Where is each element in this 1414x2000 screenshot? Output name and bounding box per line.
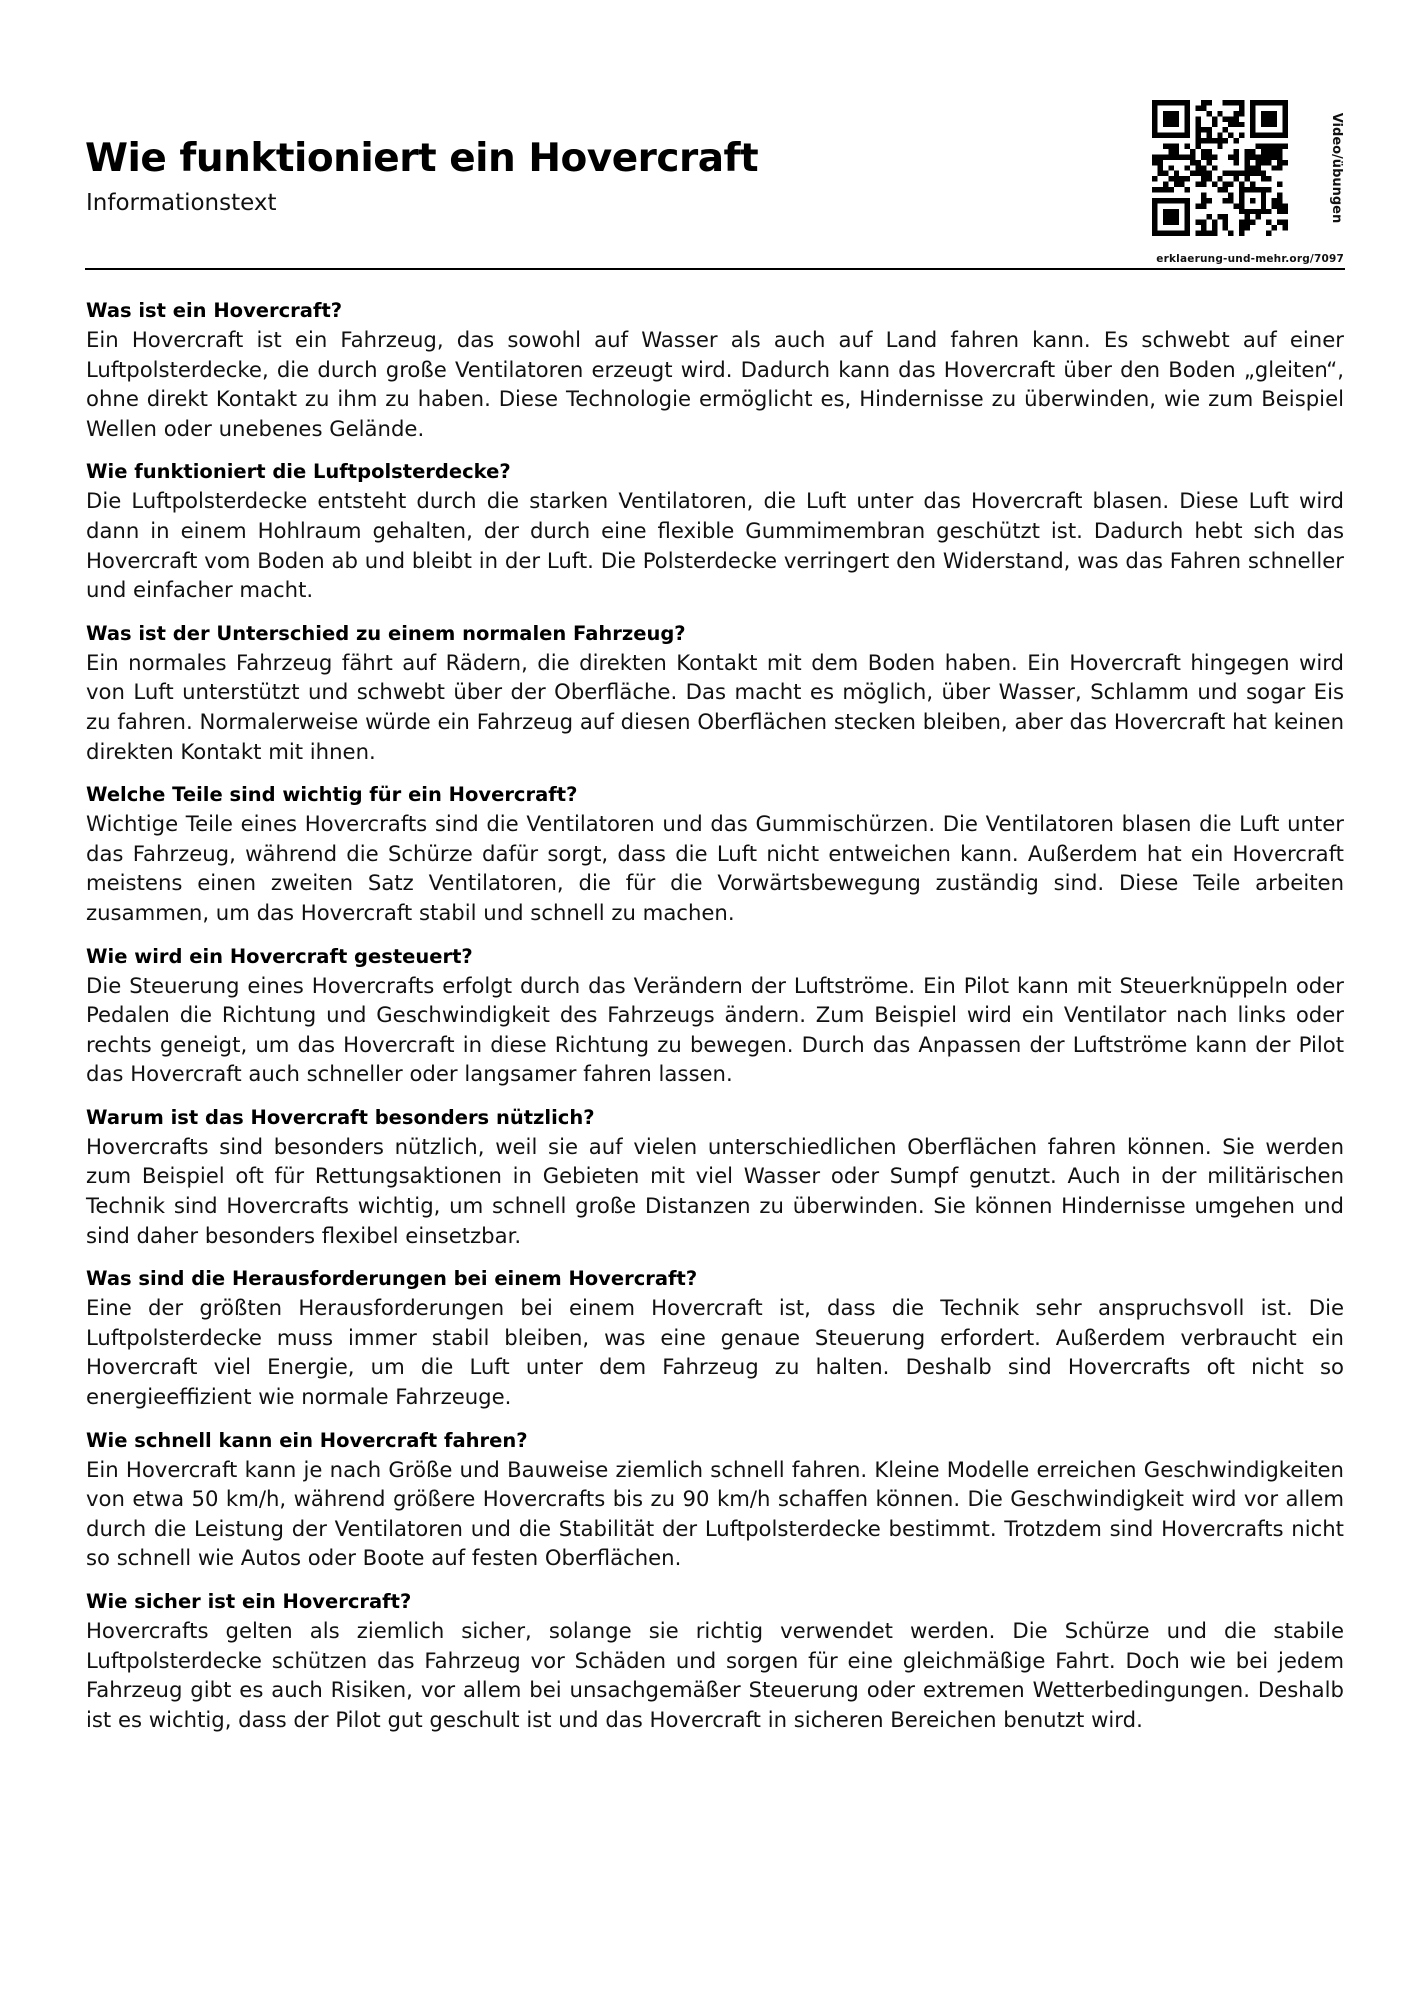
qr-code-icon[interactable] [1152,100,1288,236]
section-teile [86,780,1344,927]
section-heading: Wie funktioniert die Luftpolsterdecke? [86,460,511,484]
section-heading: Was ist der Unterschied zu einem normalen Fahrzeug? [86,621,686,645]
section-sicherheit [86,1587,1344,1734]
section-herausforderungen [86,1264,1344,1411]
section-heading: Wie sicher ist ein Hovercraft? [86,1590,412,1613]
article-body [86,296,1344,1748]
section-text: Wichtige Teile eines Hovercrafts sind die Ventilatoren und das Gummischürzen. Die Ventilatoren blasen die Luft unter das Fahrzeug, während die Schürze dafür sorgt, dass die Luft nicht entweichen kann. Außerdem hat ein Hovercraft meistens einen zweiten Satz Ventilatoren, die für die Vorwärtsbewegung zuständig sind. Diese Teile arbeiten zusammen, um das Hovercraft stabil und schnell zu machen. [86,811,1344,925]
section-text: Hovercrafts sind besonders nützlich, weil sie auf vielen unterschiedlichen Oberflächen fahren können. Sie werden zum Beispiel oft für Rettungsaktionen in Gebieten mit viel Wasser oder Sumpf genutzt. Auch in der militärischen Technik sind Hovercrafts wichtig, um schnell große Distanzen zu überwinden. Sie können Hindernisse umgehen und sind daher besonders flexibel einsetzbar. [86,1133,1344,1248]
section-text: Ein Hovercraft kann je nach Größe und Bauweise ziemlich schnell fahren. Kleine Modelle erreichen Geschwindigkeiten von etwa 50 km/h, während größere Hovercrafts bis zu 90 km/h schaffen können. Die Geschwindigkeit wird vor allem durch die Leistung der Ventilatoren und die Stabilität der Luftpolsterdecke bestimmt. Trotzdem sind Hovercrafts nicht so schnell wie Autos oder Boote auf festen Oberflächen. [86,1456,1344,1571]
source-url[interactable]: erklaerung-und-mehr.org/7097 [1156,253,1344,265]
page-subtitle: Informationstext [86,190,277,216]
section-heading: Wie schnell kann ein Hovercraft fahren? [86,1428,528,1452]
section-heading: Was sind die Herausforderungen bei einem Hovercraft? [86,1267,698,1291]
section-steuerung [86,942,1344,1089]
section-text: Die Luftpolsterdecke entsteht durch die starken Ventilatoren, die Luft unter das Hovercraft blasen. Diese Luft wird dann in einem Hohlraum gehalten, der durch eine flexible Gummimembran geschützt ist. Dadurch hebt sich das Hovercraft vom Boden ab und bleibt in der Luft. Die Polsterdecke verringert den Widerstand, was das Fahren schneller und einfacher macht. [86,488,1344,603]
page-header [85,0,1344,270]
page-title: Wie funktioniert ein Hovercraft [85,136,759,181]
section-text: Ein Hovercraft ist ein Fahrzeug, das sowohl auf Wasser als auch auf Land fahren kann. Es schwebt auf einer Luftpolsterdecke, die durch große Ventilatoren erzeugt wird. Dadurch kann das Hovercraft über den Boden „gleiten“, ohne direkt Kontakt zu ihm zu haben. Diese Technologie ermöglicht es, Hindernisse zu überwinden, wie zum Beispiel Wellen oder unebenes Gelände. [86,327,1344,441]
video-uebungen-label: Video/übungen [1329,112,1344,224]
section-unterschied [86,619,1344,766]
section-geschwindigkeit [86,1426,1344,1573]
section-was-ist [86,296,1344,443]
section-text: Die Steuerung eines Hovercrafts erfolgt durch das Verändern der Luftströme. Ein Pilot kann mit Steuerknüppeln oder Pedalen die Richtung und Geschwindigkeit des Fahrzeugs ändern. Zum Beispiel wird ein Ventilator nach links oder rechts geneigt, um das Hovercraft in diese Richtung zu bewegen. Durch das Anpassen der Luftströme kann der Pilot das Hovercraft auch schneller oder langsamer fahren lassen. [86,972,1344,1087]
section-heading: Wie wird ein Hovercraft gesteuert? [86,944,473,968]
section-nuetzlich [86,1103,1344,1250]
header-divider [85,268,1345,270]
section-heading: Warum ist das Hovercraft besonders nützlich? [86,1105,595,1129]
section-luftpolsterdecke [86,457,1344,604]
section-text: Hovercrafts gelten als ziemlich sicher, solange sie richtig verwendet werden. Die Schürze und die stabile Luftpolsterdecke schützen das Fahrzeug vor Schäden und sorgen für eine gleichmäßige Fahrt. Doch wie bei jedem Fahrzeug gibt es auch Risiken, vor allem bei unsachgemäßer Steuerung oder extremen Wetterbedingungen. Deshalb ist es wichtig, dass der Pilot gut geschult ist und das Hovercraft in sicheren Bereichen benutzt wird. [86,1618,1344,1732]
section-heading: Was ist ein Hovercraft? [86,299,343,322]
section-heading: Welche Teile sind wichtig für ein Hovercraft? [86,783,578,807]
section-text: Ein normales Fahrzeug fährt auf Rädern, die direkten Kontakt mit dem Boden haben. Ein Hovercraft hingegen wird von Luft unterstützt und schwebt über der Oberfläche. Das macht es möglich, über Wasser, Schlamm und sogar Eis zu fahren. Normalerweise würde ein Fahrzeug auf diesen Oberflächen stecken bleiben, aber das Hovercraft hat keinen direkten Kontakt mit ihnen. [86,649,1344,764]
section-text: Eine der größten Herausforderungen bei einem Hovercraft ist, dass die Technik sehr anspruchsvoll ist. Die Luftpolsterdecke muss immer stabil bleiben, was eine genaue Steuerung erfordert. Außerdem verbraucht ein Hovercraft viel Energie, um die Luft unter dem Fahrzeug zu halten. Deshalb sind Hovercrafts oft nicht so energieeffizient wie normale Fahrzeuge. [86,1295,1344,1410]
